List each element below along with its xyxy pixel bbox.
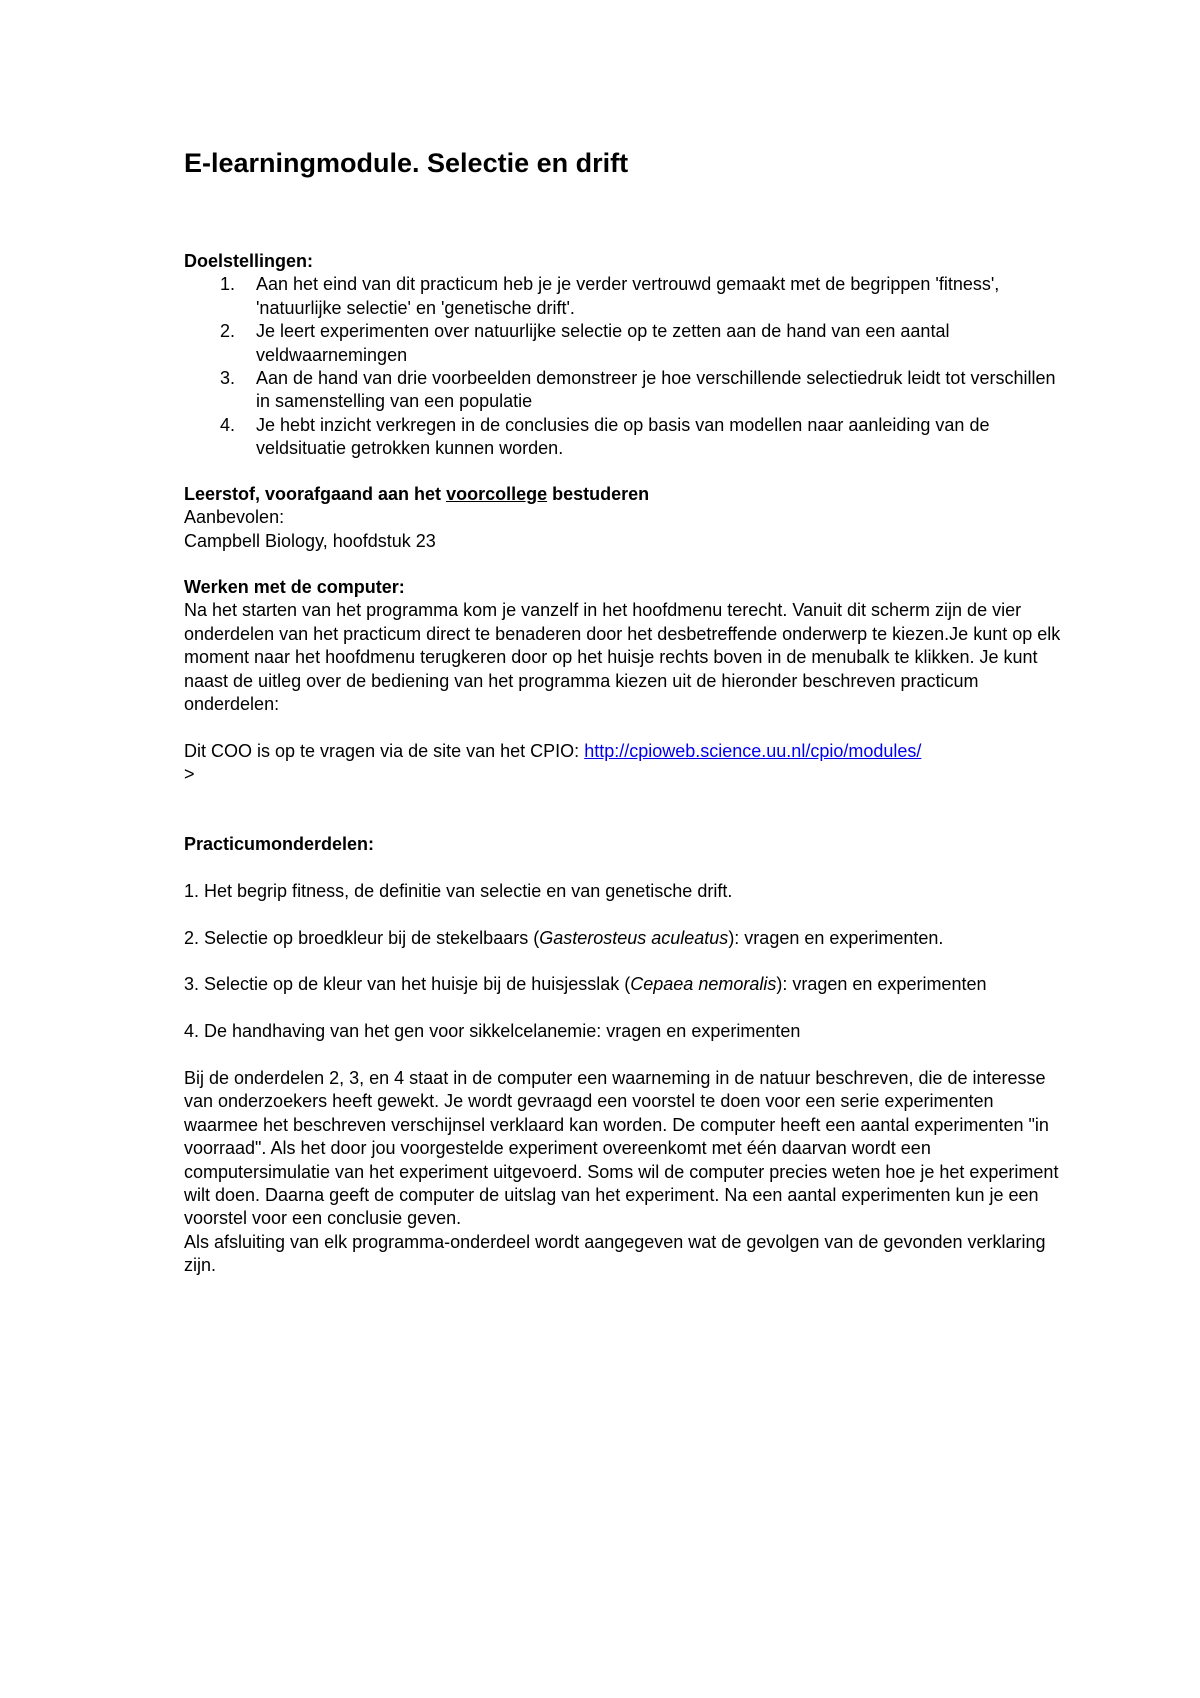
coo-paragraph: [184, 740, 1064, 787]
leerstof-heading: [184, 483, 1064, 506]
leerstof-section: [184, 483, 1064, 553]
part-3-species: Cepaea nemoralis: [630, 974, 777, 995]
part-3-pre: 3. Selectie op de kleur van het huisje bij de huisjesslak (: [184, 974, 631, 995]
part-3: [184, 973, 1064, 996]
goals-list: [184, 273, 1064, 460]
leerstof-heading-underlined: voorcollege: [446, 484, 548, 504]
goals-heading: Doelstellingen:: [184, 251, 314, 271]
leerstof-heading-post: bestuderen: [547, 484, 650, 504]
closing-paragraph: Bij de onderdelen 2, 3, en 4 staat in de computer een waarneming in de natuur beschreven, die de interesse van onderzoekers heeft gewekt. Je wordt gevraagd een voorstel te doen voor een serie experimenten waarmee het beschreven verschijnsel verklaard kan worden. De computer heeft een aantal experimenten "in voorraad". Als het door jou voorgestelde experiment overeenkomt met één daarvan wordt een computersimulatie van het experiment uitgevoerd. Soms wil de computer precies weten hoe je het experiment wilt doen. Daarna geeft de computer de uitslag van het experiment. Na een aantal experimenten kun je een voorstel voor een conclusie geven.: [184, 1067, 1059, 1229]
goal-number: 4.: [220, 414, 236, 435]
goals-section: [184, 250, 1064, 461]
goal-item: [184, 367, 1064, 414]
goal-text: Aan het eind van dit practicum heb je je verder vertrouwd gemaakt met de begrippen 'fitness', 'natuurlijke selectie' en 'genetische drift'.: [256, 274, 1000, 318]
goal-text: Je hebt inzicht verkregen in de conclusies die op basis van modellen naar aanleiding van de veldsituatie getrokken kunnen worden.: [256, 414, 990, 459]
part-3-post: ): vragen en experimenten: [776, 974, 987, 995]
closing-paragraph-2: Als afsluiting van elk programma-onderdeel wordt aangegeven wat de gevolgen van de gevonden verklaring zijn.: [184, 1231, 1046, 1276]
computer-text: Na het starten van het programma kom je vanzelf in het hoofdmenu terecht. Vanuit dit scherm zijn de vier onderdelen van het practicum direct te benaderen door het desbetreffende onderwerp te kiezen.Je kunt op elk moment naar het hoofdmenu terugkeren door op het huisje rechts boven in de menubalk te klikken. Je kunt naast de uitleg over de bediening van het programma kiezen uit de hieronder beschreven practicum onderdelen:: [184, 600, 1061, 715]
goal-item: [184, 414, 1064, 461]
part-4: 4. De handhaving van het gen voor sikkelcelanemie: vragen en experimenten: [184, 1021, 801, 1042]
goal-number: 1.: [220, 274, 236, 295]
part-2-post: ): vragen en experimenten.: [728, 927, 944, 948]
coo-link[interactable]: http://cpioweb.science.uu.nl/cpio/modules/: [584, 740, 922, 761]
leerstof-heading-pre: Leerstof, voorafgaand aan het: [184, 484, 447, 504]
document-title: E-learningmodule. Selectie en drift: [184, 148, 629, 178]
goal-text: Aan de hand van drie voorbeelden demonstreer je hoe verschillende selectiedruk leidt tot verschillen in samenstelling van een populatie: [256, 368, 1056, 412]
part-2-pre: 2. Selectie op broedkleur bij de stekelbaars (: [184, 927, 540, 948]
computer-section: [184, 576, 1064, 787]
goal-number: 2.: [220, 321, 236, 342]
goal-item: [184, 273, 1064, 320]
part-1: 1. Het begrip fitness, de definitie van selectie en van genetische drift.: [184, 880, 733, 901]
parts-heading: Practicumonderdelen:: [184, 834, 375, 854]
leerstof-line-1: Aanbevolen:: [184, 507, 285, 528]
part-2: [184, 927, 1064, 950]
goal-item: [184, 320, 1064, 367]
part-2-species: Gasterosteus aculeatus: [539, 927, 729, 948]
goal-number: 3.: [220, 368, 236, 389]
parts-section: [184, 833, 1064, 1278]
leerstof-line-2: Campbell Biology, hoofdstuk 23: [184, 530, 436, 551]
goal-text: Je leert experimenten over natuurlijke selectie op te zetten aan de hand van een aantal veldwaarnemingen: [256, 321, 950, 365]
computer-heading: Werken met de computer:: [184, 577, 405, 597]
coo-after: >: [184, 764, 195, 785]
coo-text: Dit COO is op te vragen via de site van het CPIO:: [184, 740, 585, 761]
